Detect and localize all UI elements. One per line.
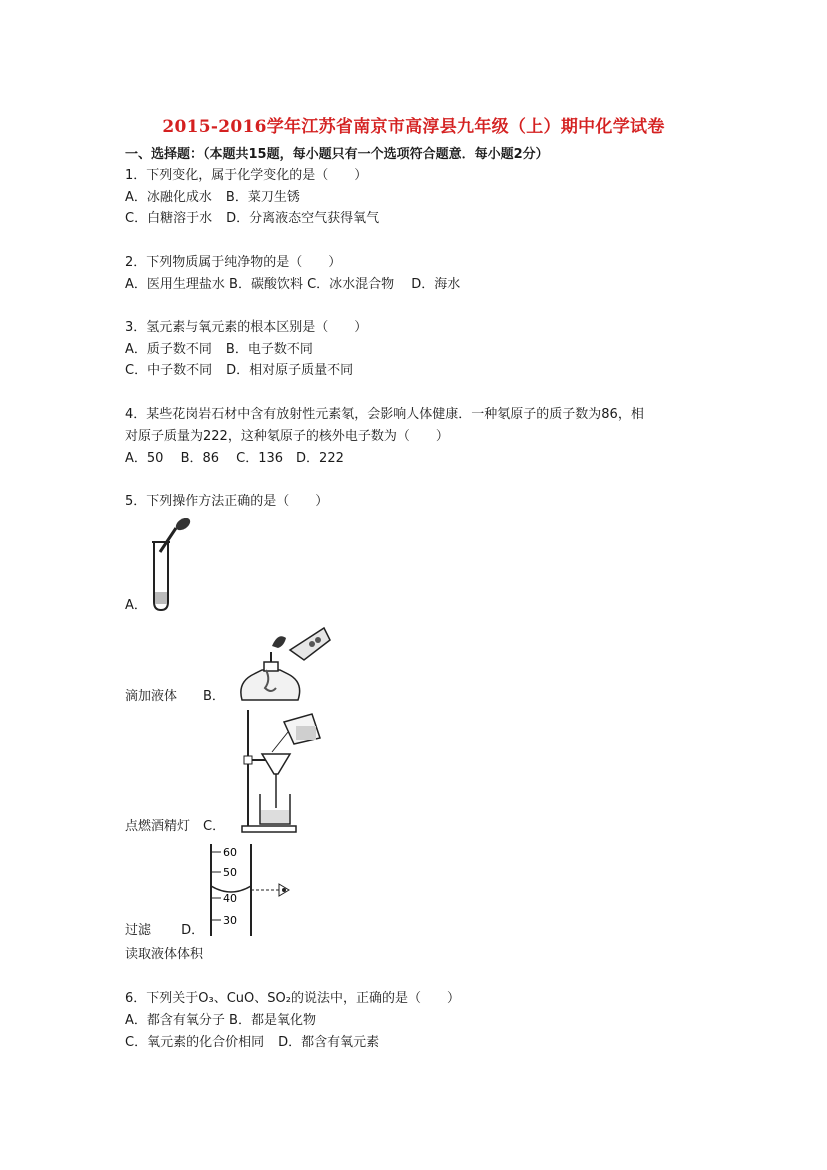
q5-stem: 5．下列操作方法正确的是（ ） (125, 494, 329, 509)
q4-options: A．50 B．86 C．136 D．222 (125, 451, 344, 466)
q3-option-a: A．质子数不同 (125, 342, 212, 357)
q3-option-d: D．相对原子质量不同 (226, 363, 354, 378)
q6-option-d: D．都含有氧元素 (278, 1035, 380, 1050)
exam-title: 2015-2016学年江苏省南京市高淳县九年级（上）期中化学试卷 (162, 117, 665, 137)
dropper-test-tube-figure (140, 518, 200, 613)
q1-option-a: A．冰融化成水 (125, 190, 212, 205)
q5-label-a: A． (125, 598, 147, 613)
q1-stem: 1．下列变化，属于化学变化的是（ ） (125, 168, 368, 183)
q6-option-b: B．都是氧化物 (229, 1013, 316, 1028)
q1-option-c: C．白糖溶于水 (125, 211, 213, 226)
tick-label-40: 40 (223, 892, 237, 905)
graduated-cylinder-figure (205, 842, 295, 938)
q1-option-b: B．菜刀生锈 (225, 190, 300, 205)
q6-options-row1 (125, 1012, 316, 1030)
q2-options: A．医用生理盐水 B．碳酸饮料 C．冰水混合物 D．海水 (125, 277, 461, 292)
q3-option-b: B．电子数不同 (225, 342, 313, 357)
tick-label-60: 60 (223, 846, 237, 859)
q6-option-c: C．氧元素的化合价相同 (125, 1035, 265, 1050)
q4-stem-line1: 4．某些花岗岩石材中含有放射性元素氡，会影响人体健康．一种氡原子的质子数为86，相 (125, 407, 644, 422)
q1-options-row1 (125, 189, 300, 207)
q2-stem: 2．下列物质属于纯净物的是（ ） (125, 255, 342, 270)
q6-stem: 6．下列关于O₃、CuO、SO₂的说法中，正确的是（ ） (125, 991, 460, 1006)
filtration-figure (232, 708, 332, 834)
q6-option-a: A．都含有氧分子 (125, 1013, 225, 1028)
tick-label-50: 50 (223, 866, 237, 879)
q1-options-row2 (125, 210, 379, 228)
q5-caption-c-label-d: 过滤 D． (125, 923, 205, 938)
q3-options-row1 (125, 341, 313, 359)
q5-caption-d: 读取液体体积 (125, 947, 204, 962)
q1-option-d: D．分离液态空气获得氧气 (226, 211, 380, 226)
alcohol-lamp-figure (232, 622, 332, 710)
q3-option-c: C．中子数不同 (125, 363, 213, 378)
q5-caption-b-label-c: 点燃酒精灯 C． (125, 819, 226, 834)
section-heading: 一、选择题：（本题共15题，每小题只有一个选项符合题意．每小题2分） (125, 147, 549, 162)
q4-stem-line2: 对原子质量为222，这种氡原子的核外电子数为（ ） (125, 429, 449, 444)
q6-options-row2 (125, 1034, 379, 1052)
q3-stem: 3．氢元素与氧元素的根本区别是（ ） (125, 320, 368, 335)
q5-caption-a-label-b: 滴加液体 B． (125, 689, 225, 704)
tick-label-30: 30 (223, 914, 237, 927)
q3-options-row2 (125, 362, 353, 380)
